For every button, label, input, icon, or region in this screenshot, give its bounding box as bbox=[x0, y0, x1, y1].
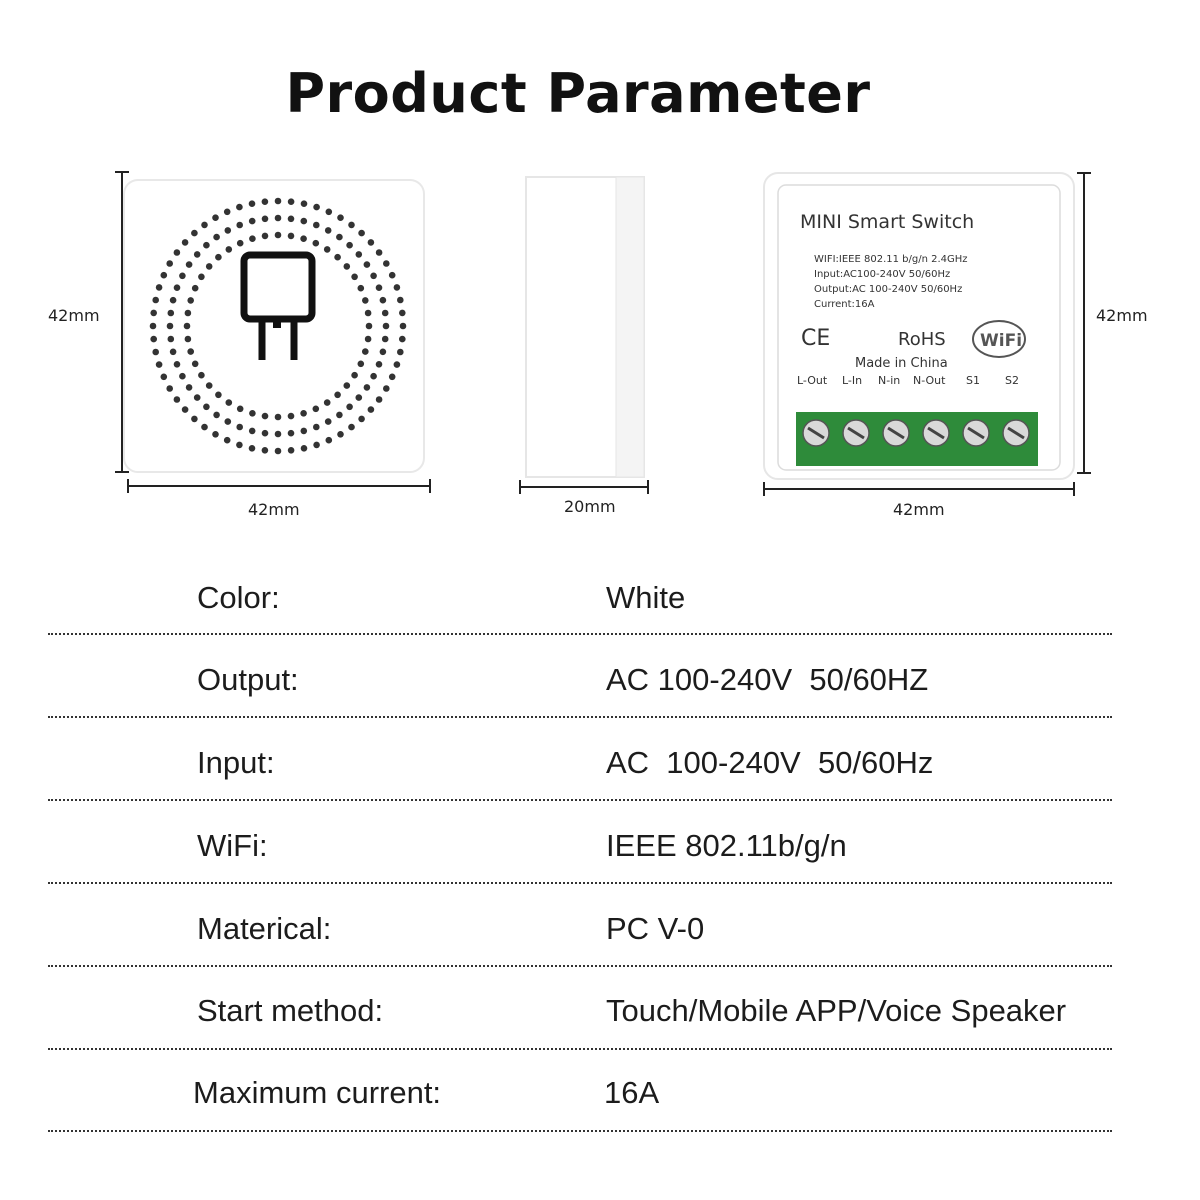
parameter-label: WiFi: bbox=[197, 828, 268, 863]
speaker-dot bbox=[249, 218, 256, 225]
speaker-dot bbox=[236, 424, 243, 431]
row-divider bbox=[48, 716, 1112, 718]
speaker-dot bbox=[212, 214, 219, 221]
parameter-value: White bbox=[606, 580, 686, 615]
speaker-dot bbox=[288, 413, 295, 420]
terminal-label: S2 bbox=[1005, 374, 1019, 387]
speaker-dot bbox=[383, 260, 390, 267]
speaker-dot bbox=[213, 234, 220, 241]
speaker-dot bbox=[237, 406, 244, 413]
speaker-dot bbox=[364, 261, 371, 268]
front-width-label: 42mm bbox=[248, 500, 300, 519]
speaker-dot bbox=[206, 382, 213, 389]
row-divider bbox=[48, 965, 1112, 967]
speaker-dot bbox=[351, 274, 358, 281]
parameter-row-wifi bbox=[0, 828, 1200, 910]
speaker-dot bbox=[380, 297, 387, 304]
terminal-label: L-Out bbox=[797, 374, 828, 387]
speaker-dot bbox=[336, 234, 343, 241]
speaker-dot bbox=[249, 235, 256, 242]
speaker-dot bbox=[187, 297, 194, 304]
speaker-dot bbox=[168, 336, 175, 343]
row-divider bbox=[48, 1048, 1112, 1050]
speaker-dot bbox=[237, 240, 244, 247]
speaker-dot bbox=[400, 323, 407, 330]
speaker-dot bbox=[288, 430, 295, 437]
parameter-value: AC 100-240V 50/60HZ bbox=[606, 662, 929, 697]
speaker-dot bbox=[301, 218, 308, 225]
row-divider bbox=[48, 882, 1112, 884]
speaker-dot bbox=[346, 404, 353, 411]
speaker-dot bbox=[275, 198, 282, 205]
speaker-dot bbox=[249, 428, 256, 435]
speaker-dot bbox=[215, 392, 222, 399]
speaker-dot bbox=[198, 372, 205, 379]
speaker-dot bbox=[182, 239, 189, 246]
speaker-dot bbox=[368, 406, 375, 413]
speaker-dot bbox=[358, 416, 365, 423]
speaker-dot bbox=[168, 310, 175, 317]
speaker-dot bbox=[358, 361, 365, 368]
speaker-dot bbox=[192, 285, 199, 292]
speaker-dot bbox=[336, 412, 343, 419]
spec-output: Output:AC 100-240V 50/60Hz bbox=[814, 284, 963, 295]
speaker-dot bbox=[224, 437, 231, 444]
speaker-dot bbox=[356, 394, 363, 401]
speaker-dot bbox=[174, 284, 181, 291]
parameter-label: Input: bbox=[197, 745, 275, 780]
speaker-dot bbox=[399, 310, 406, 317]
speaker-dot bbox=[383, 385, 390, 392]
speaker-dot bbox=[368, 239, 375, 246]
speaker-dot bbox=[249, 445, 256, 452]
speaker-dot bbox=[334, 392, 341, 399]
speaker-dot bbox=[313, 204, 320, 211]
parameter-label: Output: bbox=[197, 662, 299, 697]
terminal-block bbox=[796, 412, 1038, 466]
speaker-dot bbox=[174, 249, 181, 256]
speaker-dot bbox=[262, 413, 269, 420]
made-in-label: Made in China bbox=[855, 356, 948, 371]
ce-mark: CE bbox=[801, 326, 831, 351]
side-width-label: 20mm bbox=[564, 497, 616, 516]
speaker-dot bbox=[370, 373, 377, 380]
speaker-dot bbox=[376, 284, 383, 291]
speaker-dot bbox=[324, 399, 331, 406]
parameter-row-color bbox=[0, 580, 1200, 662]
speaker-dot bbox=[236, 442, 243, 449]
row-divider bbox=[48, 1130, 1112, 1132]
speaker-dot bbox=[337, 431, 344, 438]
parameter-value: PC V-0 bbox=[606, 911, 705, 946]
speaker-dot bbox=[198, 274, 205, 281]
speaker-dot bbox=[356, 251, 363, 258]
speaker-dot bbox=[334, 254, 341, 261]
terminal-screw-icon bbox=[843, 420, 869, 446]
terminal-label: L-In bbox=[842, 374, 863, 387]
speaker-dot bbox=[194, 394, 201, 401]
speaker-dot bbox=[275, 232, 282, 239]
speaker-dot bbox=[394, 361, 401, 368]
speaker-dot bbox=[185, 336, 192, 343]
speaker-dot bbox=[344, 382, 351, 389]
row-divider bbox=[48, 633, 1112, 635]
speaker-dot bbox=[184, 323, 191, 330]
speaker-dot bbox=[301, 428, 308, 435]
speaker-dot bbox=[326, 209, 333, 216]
back-width-label: 42mm bbox=[893, 500, 945, 519]
speaker-dot bbox=[156, 284, 163, 291]
speaker-dot bbox=[313, 222, 320, 229]
speaker-dot bbox=[362, 348, 369, 355]
speaker-dot bbox=[226, 246, 233, 253]
parameter-value: 16A bbox=[604, 1075, 660, 1110]
speaker-dot bbox=[383, 323, 390, 330]
spec-current: Current:16A bbox=[814, 299, 875, 310]
back-height-label: 42mm bbox=[1096, 306, 1148, 325]
speaker-dot bbox=[382, 310, 389, 317]
speaker-dot bbox=[275, 414, 282, 421]
speaker-dot bbox=[301, 445, 308, 452]
speaker-dot bbox=[262, 198, 269, 205]
speaker-dot bbox=[191, 230, 198, 237]
speaker-dot bbox=[191, 416, 198, 423]
speaker-dot bbox=[365, 310, 372, 317]
speaker-dot bbox=[236, 204, 243, 211]
speaker-dot bbox=[300, 410, 307, 417]
terminal-label: S1 bbox=[966, 374, 980, 387]
parameter-value: IEEE 802.11b/g/n bbox=[606, 828, 847, 863]
speaker-dot bbox=[389, 374, 396, 381]
spec-input: Input:AC100-240V 50/60Hz bbox=[814, 269, 951, 280]
speaker-dot bbox=[313, 424, 320, 431]
speaker-dot bbox=[348, 222, 355, 229]
speaker-dot bbox=[324, 246, 331, 253]
speaker-dot bbox=[288, 447, 295, 454]
speaker-dot bbox=[348, 424, 355, 431]
speaker-dot bbox=[179, 273, 186, 280]
speaker-dot bbox=[226, 399, 233, 406]
speaker-dot bbox=[203, 404, 210, 411]
speaker-dot bbox=[166, 385, 173, 392]
wifi-badge-icon bbox=[973, 321, 1025, 357]
speaker-dot bbox=[376, 249, 383, 256]
speaker-dot bbox=[236, 222, 243, 229]
terminal-screw-icon bbox=[1003, 420, 1029, 446]
speaker-dot bbox=[262, 216, 269, 223]
speaker-dot bbox=[174, 396, 181, 403]
row-divider bbox=[48, 799, 1112, 801]
speaker-dot bbox=[194, 251, 201, 258]
terminal-screw-icon bbox=[963, 420, 989, 446]
speaker-dot bbox=[182, 406, 189, 413]
speaker-dot bbox=[376, 361, 383, 368]
speaker-dot bbox=[364, 384, 371, 391]
speaker-dot bbox=[313, 442, 320, 449]
speaker-dot bbox=[249, 410, 256, 417]
speaker-dot bbox=[224, 209, 231, 216]
side-view-device bbox=[510, 165, 660, 505]
parameter-label: Maximum current: bbox=[193, 1075, 442, 1110]
speaker-dot bbox=[394, 284, 401, 291]
speaker-dot bbox=[201, 424, 208, 431]
speaker-dot bbox=[186, 261, 193, 268]
front-view-device bbox=[100, 160, 440, 500]
speaker-dot bbox=[201, 222, 208, 229]
speaker-dot bbox=[213, 412, 220, 419]
speaker-dot bbox=[179, 373, 186, 380]
speaker-dot bbox=[397, 349, 404, 356]
speaker-dot bbox=[203, 242, 210, 249]
speaker-dot bbox=[262, 447, 269, 454]
parameter-label: Start method: bbox=[197, 993, 384, 1028]
speaker-dot bbox=[262, 430, 269, 437]
speaker-dot bbox=[376, 396, 383, 403]
speaker-dot bbox=[174, 361, 181, 368]
speaker-dot bbox=[167, 323, 174, 330]
speaker-dot bbox=[275, 448, 282, 455]
back-view-device bbox=[750, 165, 1100, 505]
terminal-label: N-in bbox=[878, 374, 901, 387]
speaker-dot bbox=[206, 263, 213, 270]
speaker-dot bbox=[187, 348, 194, 355]
parameter-row-start-method bbox=[0, 993, 1200, 1075]
speaker-dot bbox=[170, 297, 177, 304]
speaker-dot bbox=[313, 240, 320, 247]
speaker-dot bbox=[152, 349, 159, 356]
speaker-dot bbox=[150, 323, 157, 330]
page-title: Product Parameter bbox=[285, 62, 871, 125]
speaker-dot bbox=[313, 406, 320, 413]
speaker-dot bbox=[166, 260, 173, 267]
speaker-dot bbox=[186, 384, 193, 391]
speaker-dot bbox=[192, 361, 199, 368]
speaker-dot bbox=[325, 418, 332, 425]
parameter-row-max-current bbox=[0, 1075, 1200, 1157]
speaker-dot bbox=[337, 214, 344, 221]
device-name: MINI Smart Switch bbox=[800, 211, 975, 233]
speaker-dot bbox=[370, 273, 377, 280]
speaker-dot bbox=[300, 235, 307, 242]
speaker-dot bbox=[161, 374, 168, 381]
speaker-dot bbox=[275, 215, 282, 222]
speaker-dot bbox=[365, 336, 372, 343]
speaker-dot bbox=[156, 361, 163, 368]
speaker-dot bbox=[262, 233, 269, 240]
speaker-dot bbox=[288, 233, 295, 240]
speaker-dot bbox=[225, 418, 232, 425]
rohs-mark: RoHS bbox=[898, 329, 946, 350]
speaker-dot bbox=[362, 297, 369, 304]
speaker-dot bbox=[275, 431, 282, 438]
speaker-dot bbox=[170, 349, 177, 356]
parameter-value: AC 100-240V 50/60Hz bbox=[606, 745, 934, 780]
speaker-dot bbox=[185, 310, 192, 317]
svg-text:WiFi: WiFi bbox=[980, 331, 1023, 351]
speaker-dot bbox=[380, 349, 387, 356]
terminal-screw-icon bbox=[883, 420, 909, 446]
speaker-dot bbox=[351, 372, 358, 379]
speaker-dot bbox=[301, 200, 308, 207]
speaker-dot bbox=[150, 310, 157, 317]
speaker-dot bbox=[288, 198, 295, 205]
parameter-row-material bbox=[0, 911, 1200, 993]
speaker-dot bbox=[215, 254, 222, 261]
speaker-dot bbox=[346, 242, 353, 249]
speaker-dot bbox=[358, 285, 365, 292]
speaker-dot bbox=[344, 263, 351, 270]
parameter-label: Color: bbox=[197, 580, 280, 615]
speaker-dot bbox=[389, 272, 396, 279]
parameter-value: Touch/Mobile APP/Voice Speaker bbox=[606, 993, 1067, 1028]
speaker-dot bbox=[366, 323, 373, 330]
speaker-dot bbox=[288, 216, 295, 223]
speaker-dot bbox=[212, 431, 219, 438]
speaker-dot bbox=[161, 272, 168, 279]
parameter-label: Materical: bbox=[197, 911, 332, 946]
parameter-row-input bbox=[0, 745, 1200, 827]
speaker-dot bbox=[382, 336, 389, 343]
spec-wifi: WIFI:IEEE 802.11 b/g/n 2.4GHz bbox=[814, 254, 968, 265]
speaker-dot bbox=[358, 230, 365, 237]
terminal-screw-icon bbox=[803, 420, 829, 446]
speaker-dot bbox=[150, 336, 157, 343]
speaker-dot bbox=[152, 297, 159, 304]
speaker-dot bbox=[399, 336, 406, 343]
front-height-label: 42mm bbox=[48, 306, 100, 325]
speaker-dot bbox=[225, 227, 232, 234]
terminal-screw-icon bbox=[923, 420, 949, 446]
speaker-dot bbox=[325, 227, 332, 234]
speaker-dot bbox=[249, 200, 256, 207]
parameter-row-output bbox=[0, 662, 1200, 744]
speaker-dot bbox=[397, 297, 404, 304]
terminal-label: N-Out bbox=[913, 374, 946, 387]
speaker-dot bbox=[326, 437, 333, 444]
